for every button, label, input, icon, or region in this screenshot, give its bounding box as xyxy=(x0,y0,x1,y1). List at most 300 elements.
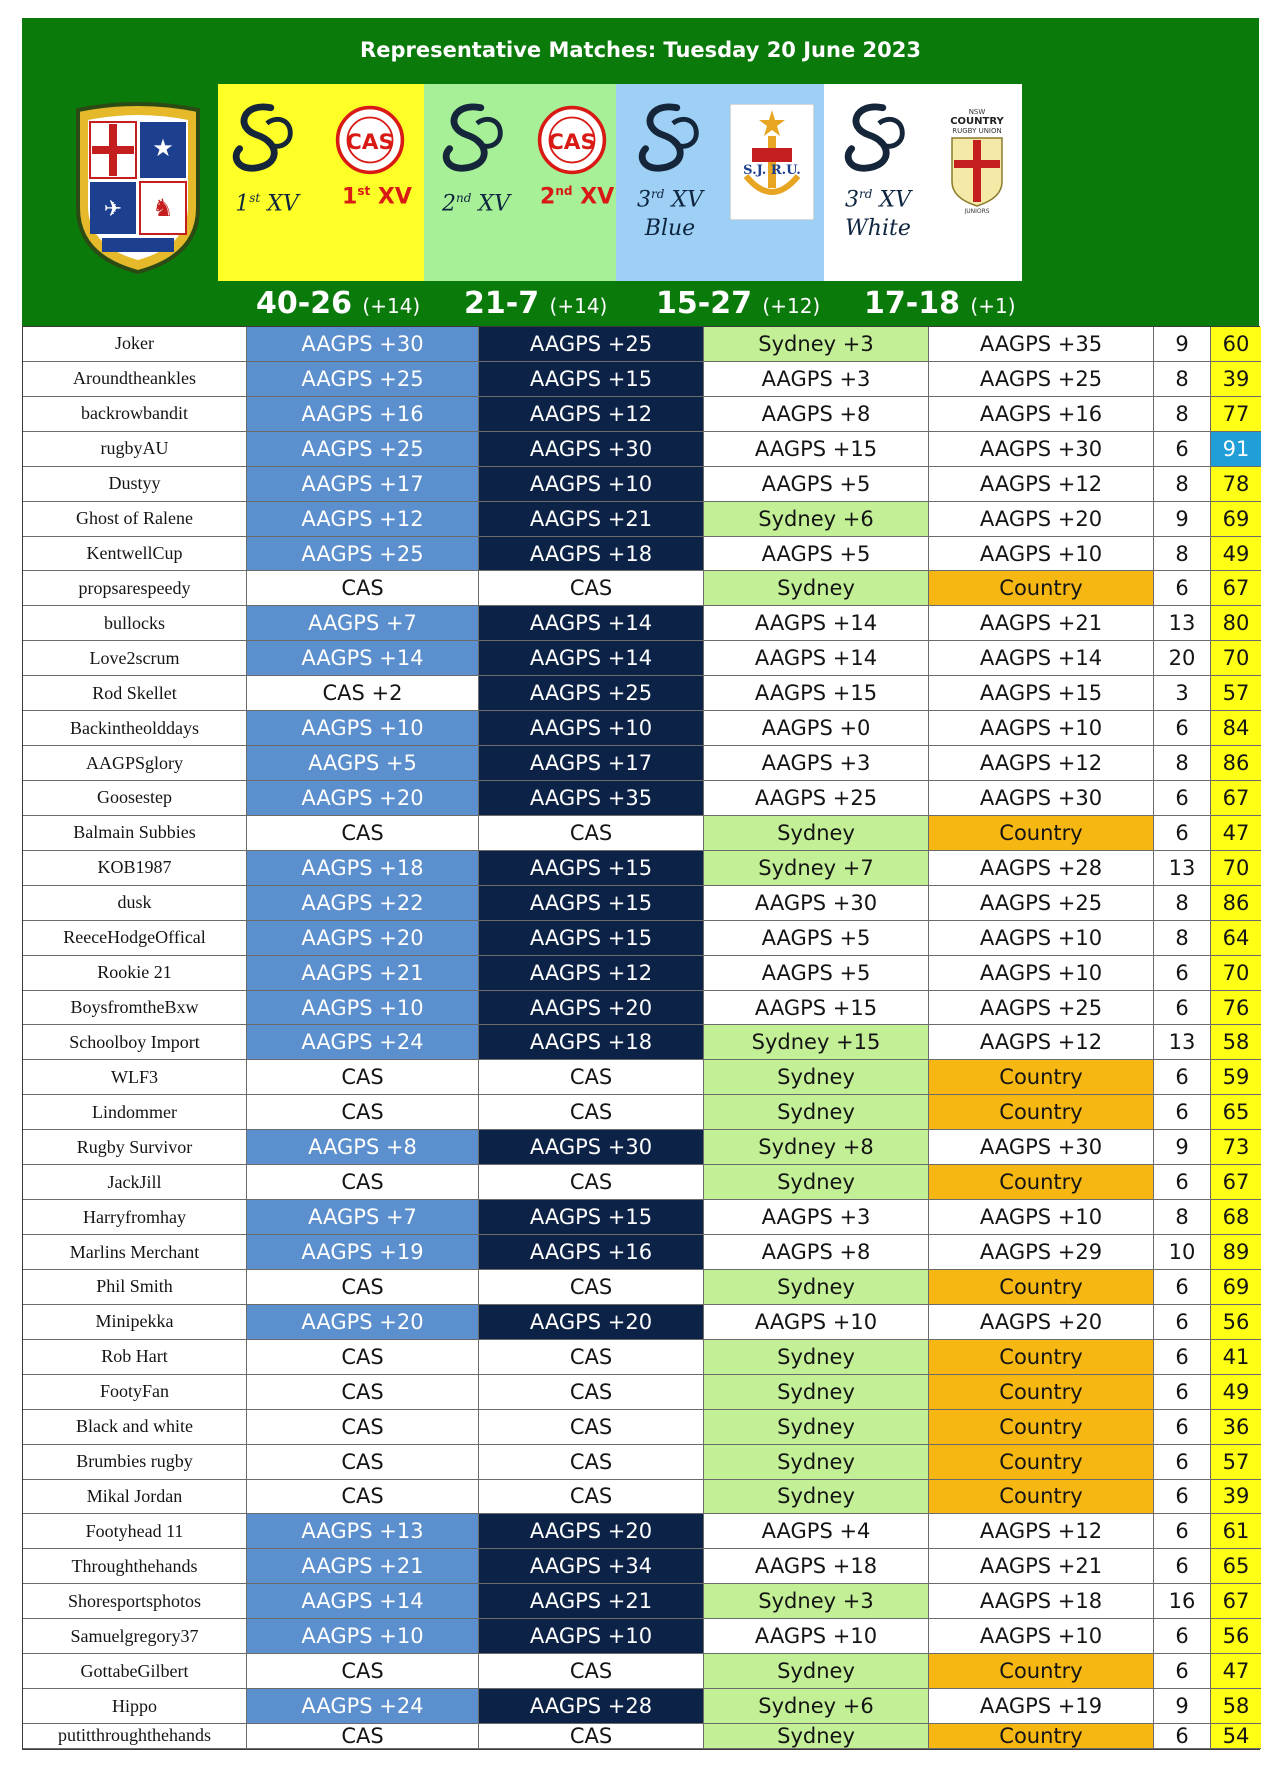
round-points: 8 xyxy=(1154,1200,1211,1235)
match4-tip: Country xyxy=(929,1445,1154,1480)
tipster-name: AAGPSglory xyxy=(23,746,247,781)
tipster-name: Harryfromhay xyxy=(23,1200,247,1235)
shore-monogram-icon xyxy=(434,98,512,176)
round-points: 6 xyxy=(1154,1514,1211,1549)
match2-tip: AAGPS +10 xyxy=(479,1619,704,1654)
round-points: 3 xyxy=(1154,676,1211,711)
total-points: 91 xyxy=(1211,432,1261,467)
tipster-name: JackJill xyxy=(23,1165,247,1200)
total-points: 68 xyxy=(1211,1200,1261,1235)
total-points: 58 xyxy=(1211,1025,1261,1060)
match4-tip: AAGPS +10 xyxy=(929,1619,1154,1654)
round-points: 6 xyxy=(1154,781,1211,816)
round-points: 8 xyxy=(1154,397,1211,432)
match2-tip: AAGPS +34 xyxy=(479,1549,704,1584)
match3-tip: Sydney xyxy=(704,1480,929,1515)
round-points: 16 xyxy=(1154,1584,1211,1619)
match1-tip: CAS xyxy=(247,1340,479,1375)
tipster-name: Footyhead 11 xyxy=(23,1514,247,1549)
match3-tip: Sydney +8 xyxy=(704,1130,929,1165)
match1-tip: AAGPS +20 xyxy=(247,1305,479,1340)
total-points: 47 xyxy=(1211,816,1261,851)
match2-tip: AAGPS +18 xyxy=(479,537,704,572)
total-points: 49 xyxy=(1211,1375,1261,1410)
match1-tip: AAGPS +20 xyxy=(247,781,479,816)
total-points: 65 xyxy=(1211,1095,1261,1130)
tipster-name: dusk xyxy=(23,886,247,921)
match3-tip: AAGPS +8 xyxy=(704,1235,929,1270)
tipster-name: Minipekka xyxy=(23,1305,247,1340)
match4-tip: AAGPS +14 xyxy=(929,641,1154,676)
total-points: 57 xyxy=(1211,1445,1261,1480)
match3-tip: Sydney xyxy=(704,1375,929,1410)
match4-team-name: XV xyxy=(879,187,911,213)
match1-tip: CAS xyxy=(247,571,479,606)
match3-tip: AAGPS +15 xyxy=(704,991,929,1026)
match4-tip: Country xyxy=(929,1375,1154,1410)
round-points: 13 xyxy=(1154,606,1211,641)
round-points: 6 xyxy=(1154,571,1211,606)
match2-score xyxy=(464,286,607,321)
match2-tip: AAGPS +30 xyxy=(479,1130,704,1165)
tipster-name: Throughthehands xyxy=(23,1549,247,1584)
match2-tip: AAGPS +10 xyxy=(479,711,704,746)
match1-tip: AAGPS +25 xyxy=(247,362,479,397)
match3-tip: AAGPS +15 xyxy=(704,432,929,467)
tipster-name: WLF3 xyxy=(23,1060,247,1095)
total-points: 70 xyxy=(1211,956,1261,991)
cas-logo-icon xyxy=(334,104,406,176)
match4-tip: Country xyxy=(929,571,1154,606)
match3-team-name: XV xyxy=(671,187,703,213)
match1-tip: CAS xyxy=(247,1060,479,1095)
total-points: 78 xyxy=(1211,467,1261,502)
match3-tip: Sydney +7 xyxy=(704,851,929,886)
match1-tip: AAGPS +7 xyxy=(247,606,479,641)
match3-tip: Sydney xyxy=(704,1270,929,1305)
match4-tip: AAGPS +28 xyxy=(929,851,1154,886)
match1-team-name: XV xyxy=(267,191,299,217)
match3-tip: AAGPS +18 xyxy=(704,1549,929,1584)
round-points: 8 xyxy=(1154,537,1211,572)
match2-tip: AAGPS +28 xyxy=(479,1689,704,1724)
match3-tip: Sydney xyxy=(704,1340,929,1375)
match1-tip: CAS xyxy=(247,1480,479,1515)
match1-tip: AAGPS +12 xyxy=(247,502,479,537)
match1-tip: CAS xyxy=(247,1165,479,1200)
match3-tip: AAGPS +5 xyxy=(704,537,929,572)
match4-team-label xyxy=(828,180,928,243)
match3-team-suffix: rd xyxy=(651,187,665,201)
match2-team-label xyxy=(430,184,522,218)
match4-tip: Country xyxy=(929,1480,1154,1515)
match3-tip: Sydney +3 xyxy=(704,327,929,362)
match2-tip: AAGPS +30 xyxy=(479,432,704,467)
total-points: 76 xyxy=(1211,991,1261,1026)
match4-tip: AAGPS +25 xyxy=(929,886,1154,921)
match3-tip: AAGPS +8 xyxy=(704,397,929,432)
match2-opponent-label xyxy=(540,184,614,209)
match3-team-ordinal: 3 xyxy=(637,187,651,213)
match2-tip: CAS xyxy=(479,816,704,851)
match4-tip: Country xyxy=(929,1060,1154,1095)
tipster-name: propsarespeedy xyxy=(23,571,247,606)
round-points: 6 xyxy=(1154,816,1211,851)
match3-tip: Sydney +6 xyxy=(704,1689,929,1724)
round-points: 9 xyxy=(1154,1130,1211,1165)
svg-text:★: ★ xyxy=(152,134,174,162)
cas-logo-icon xyxy=(536,104,608,176)
match2-tip: AAGPS +21 xyxy=(479,1584,704,1619)
match1-tip: CAS xyxy=(247,1410,479,1445)
match3-tip: AAGPS +3 xyxy=(704,746,929,781)
match4-tip: AAGPS +30 xyxy=(929,781,1154,816)
round-points: 6 xyxy=(1154,1060,1211,1095)
match1-opp-ordinal: 1 xyxy=(342,184,358,210)
match3-logo-panel xyxy=(616,84,824,281)
match3-tip: AAGPS +10 xyxy=(704,1305,929,1340)
match2-tip: AAGPS +20 xyxy=(479,991,704,1026)
match3-tip: AAGPS +10 xyxy=(704,1619,929,1654)
total-points: 86 xyxy=(1211,746,1261,781)
round-points: 8 xyxy=(1154,467,1211,502)
tipster-name: Rookie 21 xyxy=(23,956,247,991)
round-points: 9 xyxy=(1154,1689,1211,1724)
match3-tip: AAGPS +5 xyxy=(704,956,929,991)
match1-tip: AAGPS +19 xyxy=(247,1235,479,1270)
round-points: 6 xyxy=(1154,956,1211,991)
round-points: 6 xyxy=(1154,1654,1211,1689)
total-points: 77 xyxy=(1211,397,1261,432)
total-points: 49 xyxy=(1211,537,1261,572)
tipster-name: Goosestep xyxy=(23,781,247,816)
round-points: 8 xyxy=(1154,921,1211,956)
tipster-name: BoysfromtheBxw xyxy=(23,991,247,1026)
match4-tip: Country xyxy=(929,1410,1154,1445)
round-points: 9 xyxy=(1154,502,1211,537)
match3-score xyxy=(656,286,820,321)
match2-tip: AAGPS +15 xyxy=(479,362,704,397)
match1-tip: CAS xyxy=(247,1270,479,1305)
shore-monogram-icon xyxy=(836,98,914,176)
match3-tip: AAGPS +15 xyxy=(704,676,929,711)
tipster-name: Love2scrum xyxy=(23,641,247,676)
match1-tip: AAGPS +8 xyxy=(247,1130,479,1165)
match1-tip: AAGPS +10 xyxy=(247,1619,479,1654)
match2-opp-ordinal: 2 xyxy=(540,184,556,210)
match4-tip: AAGPS +20 xyxy=(929,1305,1154,1340)
tipster-name: Backintheolddays xyxy=(23,711,247,746)
round-points: 6 xyxy=(1154,1619,1211,1654)
total-points: 58 xyxy=(1211,1689,1261,1724)
round-points: 8 xyxy=(1154,886,1211,921)
shore-monogram-icon xyxy=(224,98,302,176)
round-points: 10 xyxy=(1154,1235,1211,1270)
match2-tip: AAGPS +15 xyxy=(479,851,704,886)
match2-tip: AAGPS +21 xyxy=(479,502,704,537)
match4-tip: AAGPS +21 xyxy=(929,1549,1154,1584)
aagps-crest-icon xyxy=(68,96,208,274)
match3-tip: Sydney +15 xyxy=(704,1025,929,1060)
total-points: 39 xyxy=(1211,1480,1261,1515)
round-points: 8 xyxy=(1154,746,1211,781)
match2-tip: CAS xyxy=(479,1480,704,1515)
tipster-name: Hippo xyxy=(23,1689,247,1724)
tipster-name: Ghost of Ralene xyxy=(23,502,247,537)
tipster-name: Samuelgregory37 xyxy=(23,1619,247,1654)
total-points: 69 xyxy=(1211,502,1261,537)
match2-tip: CAS xyxy=(479,571,704,606)
total-points: 80 xyxy=(1211,606,1261,641)
match1-tip: AAGPS +18 xyxy=(247,851,479,886)
tipster-name: Joker xyxy=(23,327,247,362)
total-points: 59 xyxy=(1211,1060,1261,1095)
match1-tip: AAGPS +10 xyxy=(247,711,479,746)
match2-tip: AAGPS +20 xyxy=(479,1305,704,1340)
match4-tip: AAGPS +25 xyxy=(929,991,1154,1026)
total-points: 86 xyxy=(1211,886,1261,921)
round-points: 13 xyxy=(1154,851,1211,886)
match2-logo-panel xyxy=(424,84,616,281)
country-logo-text1: NSW xyxy=(968,108,986,116)
match4-tip: Country xyxy=(929,1340,1154,1375)
match4-tip: AAGPS +12 xyxy=(929,746,1154,781)
match4-tip: Country xyxy=(929,816,1154,851)
tipster-name: Shoresportsphotos xyxy=(23,1584,247,1619)
match3-tip: Sydney xyxy=(704,1724,929,1749)
match1-tip: AAGPS +5 xyxy=(247,746,479,781)
tipster-name: FootyFan xyxy=(23,1375,247,1410)
match4-tip: AAGPS +35 xyxy=(929,327,1154,362)
match4-team-ordinal: 3 xyxy=(845,187,859,213)
match1-team-label xyxy=(222,184,312,218)
tipster-name: Dustyy xyxy=(23,467,247,502)
round-points: 6 xyxy=(1154,1375,1211,1410)
match3-tip: Sydney +3 xyxy=(704,1584,929,1619)
country-logo-text3: RUGBY UNION xyxy=(952,127,1002,135)
round-points: 6 xyxy=(1154,711,1211,746)
match4-score xyxy=(864,286,1016,321)
match4-margin: (+1) xyxy=(970,294,1016,318)
match4-tip: AAGPS +10 xyxy=(929,711,1154,746)
match4-tip: AAGPS +12 xyxy=(929,1514,1154,1549)
match1-tip: AAGPS +17 xyxy=(247,467,479,502)
tipster-name: GottabeGilbert xyxy=(23,1654,247,1689)
match3-tip: AAGPS +14 xyxy=(704,606,929,641)
round-points: 6 xyxy=(1154,1724,1211,1749)
round-points: 6 xyxy=(1154,1549,1211,1584)
match3-tip: AAGPS +30 xyxy=(704,886,929,921)
match1-opponent-label xyxy=(342,184,412,209)
match3-tip: Sydney xyxy=(704,571,929,606)
match4-tip: AAGPS +12 xyxy=(929,1025,1154,1060)
total-points: 36 xyxy=(1211,1410,1261,1445)
total-points: 67 xyxy=(1211,781,1261,816)
match1-margin: (+14) xyxy=(362,294,421,318)
match3-team-label xyxy=(622,180,718,243)
svg-text:♞: ♞ xyxy=(152,194,174,222)
match4-tip: Country xyxy=(929,1165,1154,1200)
match1-tip: AAGPS +21 xyxy=(247,956,479,991)
match4-tip: Country xyxy=(929,1724,1154,1749)
match2-tip: CAS xyxy=(479,1445,704,1480)
match2-tip: AAGPS +12 xyxy=(479,956,704,991)
total-points: 89 xyxy=(1211,1235,1261,1270)
match1-team-suffix: st xyxy=(249,191,261,205)
total-points: 60 xyxy=(1211,327,1261,362)
cas-logo-text: CAS xyxy=(547,130,597,155)
match1-tip: AAGPS +13 xyxy=(247,1514,479,1549)
match2-tip: AAGPS +14 xyxy=(479,606,704,641)
match4-team-sub: White xyxy=(845,216,911,242)
match4-tip: AAGPS +19 xyxy=(929,1689,1154,1724)
match4-tip: AAGPS +29 xyxy=(929,1235,1154,1270)
match2-team-ordinal: 2 xyxy=(442,191,456,217)
total-points: 65 xyxy=(1211,1549,1261,1584)
match3-tip: AAGPS +0 xyxy=(704,711,929,746)
match2-tip: CAS xyxy=(479,1340,704,1375)
match4-tip: Country xyxy=(929,1654,1154,1689)
total-points: 67 xyxy=(1211,571,1261,606)
match4-team-suffix: rd xyxy=(859,187,873,201)
match4-tip: AAGPS +18 xyxy=(929,1584,1154,1619)
total-points: 47 xyxy=(1211,1654,1261,1689)
round-points: 6 xyxy=(1154,1480,1211,1515)
total-points: 54 xyxy=(1211,1724,1261,1749)
round-points: 6 xyxy=(1154,1305,1211,1340)
match3-tip: AAGPS +14 xyxy=(704,641,929,676)
match4-tip: Country xyxy=(929,1270,1154,1305)
match1-tip: CAS xyxy=(247,1724,479,1749)
match2-tip: AAGPS +18 xyxy=(479,1025,704,1060)
tipster-name: putitthroughthehands xyxy=(23,1724,247,1749)
match4-tip: AAGPS +21 xyxy=(929,606,1154,641)
round-points: 6 xyxy=(1154,1165,1211,1200)
round-points: 6 xyxy=(1154,1270,1211,1305)
tipster-name: Aroundtheankles xyxy=(23,362,247,397)
match3-tip: Sydney xyxy=(704,1060,929,1095)
country-logo-text4: JUNIORS xyxy=(964,208,990,214)
total-points: 67 xyxy=(1211,1584,1261,1619)
match1-tip: AAGPS +14 xyxy=(247,1584,479,1619)
round-points: 6 xyxy=(1154,432,1211,467)
total-points: 69 xyxy=(1211,1270,1261,1305)
page-title: Representative Matches: Tuesday 20 June 2023 xyxy=(360,38,921,62)
match1-tip: AAGPS +20 xyxy=(247,921,479,956)
match2-tip: CAS xyxy=(479,1375,704,1410)
sjru-logo-icon xyxy=(730,104,814,220)
round-points: 6 xyxy=(1154,1410,1211,1445)
match3-tip: Sydney xyxy=(704,1095,929,1130)
match4-tip: AAGPS +30 xyxy=(929,432,1154,467)
match1-tip: AAGPS +16 xyxy=(247,397,479,432)
match4-tip: AAGPS +10 xyxy=(929,956,1154,991)
total-points: 57 xyxy=(1211,676,1261,711)
match3-margin: (+12) xyxy=(762,294,821,318)
match2-tip: CAS xyxy=(479,1270,704,1305)
total-points: 70 xyxy=(1211,851,1261,886)
match3-tip: Sydney xyxy=(704,1165,929,1200)
match2-opp-suffix: nd xyxy=(555,184,573,198)
match4-tip: AAGPS +25 xyxy=(929,362,1154,397)
match2-tip: AAGPS +16 xyxy=(479,1235,704,1270)
round-points: 20 xyxy=(1154,641,1211,676)
match1-opp-suffix: st xyxy=(357,184,371,198)
match2-tip: CAS xyxy=(479,1724,704,1749)
tipster-name: rugbyAU xyxy=(23,432,247,467)
match3-tip: AAGPS +5 xyxy=(704,467,929,502)
total-points: 70 xyxy=(1211,641,1261,676)
total-points: 56 xyxy=(1211,1619,1261,1654)
match2-opp-name: XV xyxy=(572,184,615,210)
match3-tip: Sydney xyxy=(704,1654,929,1689)
match4-tip: AAGPS +16 xyxy=(929,397,1154,432)
round-points: 8 xyxy=(1154,362,1211,397)
match2-tip: AAGPS +20 xyxy=(479,1514,704,1549)
match1-tip: AAGPS +21 xyxy=(247,1549,479,1584)
total-points: 56 xyxy=(1211,1305,1261,1340)
match2-tip: AAGPS +10 xyxy=(479,467,704,502)
tipster-name: backrowbandit xyxy=(23,397,247,432)
tipster-name: ReeceHodgeOffical xyxy=(23,921,247,956)
match3-tip: Sydney xyxy=(704,1445,929,1480)
match1-tip: CAS xyxy=(247,1654,479,1689)
match3-tip: AAGPS +3 xyxy=(704,1200,929,1235)
match1-tip: AAGPS +7 xyxy=(247,1200,479,1235)
match4-tip: AAGPS +15 xyxy=(929,676,1154,711)
match1-opp-name: XV xyxy=(370,184,412,210)
match1-tip: AAGPS +14 xyxy=(247,641,479,676)
match1-tip: AAGPS +22 xyxy=(247,886,479,921)
total-points: 41 xyxy=(1211,1340,1261,1375)
svg-text:✈: ✈ xyxy=(103,197,123,222)
match4-tip: AAGPS +20 xyxy=(929,502,1154,537)
match2-team-suffix: nd xyxy=(456,191,472,205)
match1-score xyxy=(256,286,420,321)
match2-tip: CAS xyxy=(479,1165,704,1200)
round-points: 6 xyxy=(1154,1445,1211,1480)
match3-tip: AAGPS +25 xyxy=(704,781,929,816)
match2-tip: CAS xyxy=(479,1410,704,1445)
round-points: 6 xyxy=(1154,991,1211,1026)
match1-tip: AAGPS +25 xyxy=(247,432,479,467)
match2-tip: CAS xyxy=(479,1654,704,1689)
match1-tip: AAGPS +24 xyxy=(247,1689,479,1724)
match4-logo-panel xyxy=(824,84,1022,281)
total-points: 84 xyxy=(1211,711,1261,746)
match2-tip: AAGPS +35 xyxy=(479,781,704,816)
header-banner xyxy=(22,18,1259,326)
match4-tip: AAGPS +10 xyxy=(929,537,1154,572)
total-points: 64 xyxy=(1211,921,1261,956)
match2-tip: AAGPS +15 xyxy=(479,1200,704,1235)
match1-tip: CAS xyxy=(247,1095,479,1130)
match3-tip: Sydney xyxy=(704,816,929,851)
total-points: 73 xyxy=(1211,1130,1261,1165)
match1-tip: CAS xyxy=(247,1375,479,1410)
match2-tip: AAGPS +14 xyxy=(479,641,704,676)
match2-team-name: XV xyxy=(478,191,510,217)
match4-tip: AAGPS +10 xyxy=(929,1200,1154,1235)
match1-tip: CAS +2 xyxy=(247,676,479,711)
tipster-name: KentwellCup xyxy=(23,537,247,572)
tipster-name: Mikal Jordan xyxy=(23,1480,247,1515)
match3-tip: AAGPS +3 xyxy=(704,362,929,397)
match2-tip: AAGPS +25 xyxy=(479,676,704,711)
match1-logo-panel xyxy=(218,84,424,281)
tipster-name: KOB1987 xyxy=(23,851,247,886)
match1-tip: AAGPS +24 xyxy=(247,1025,479,1060)
